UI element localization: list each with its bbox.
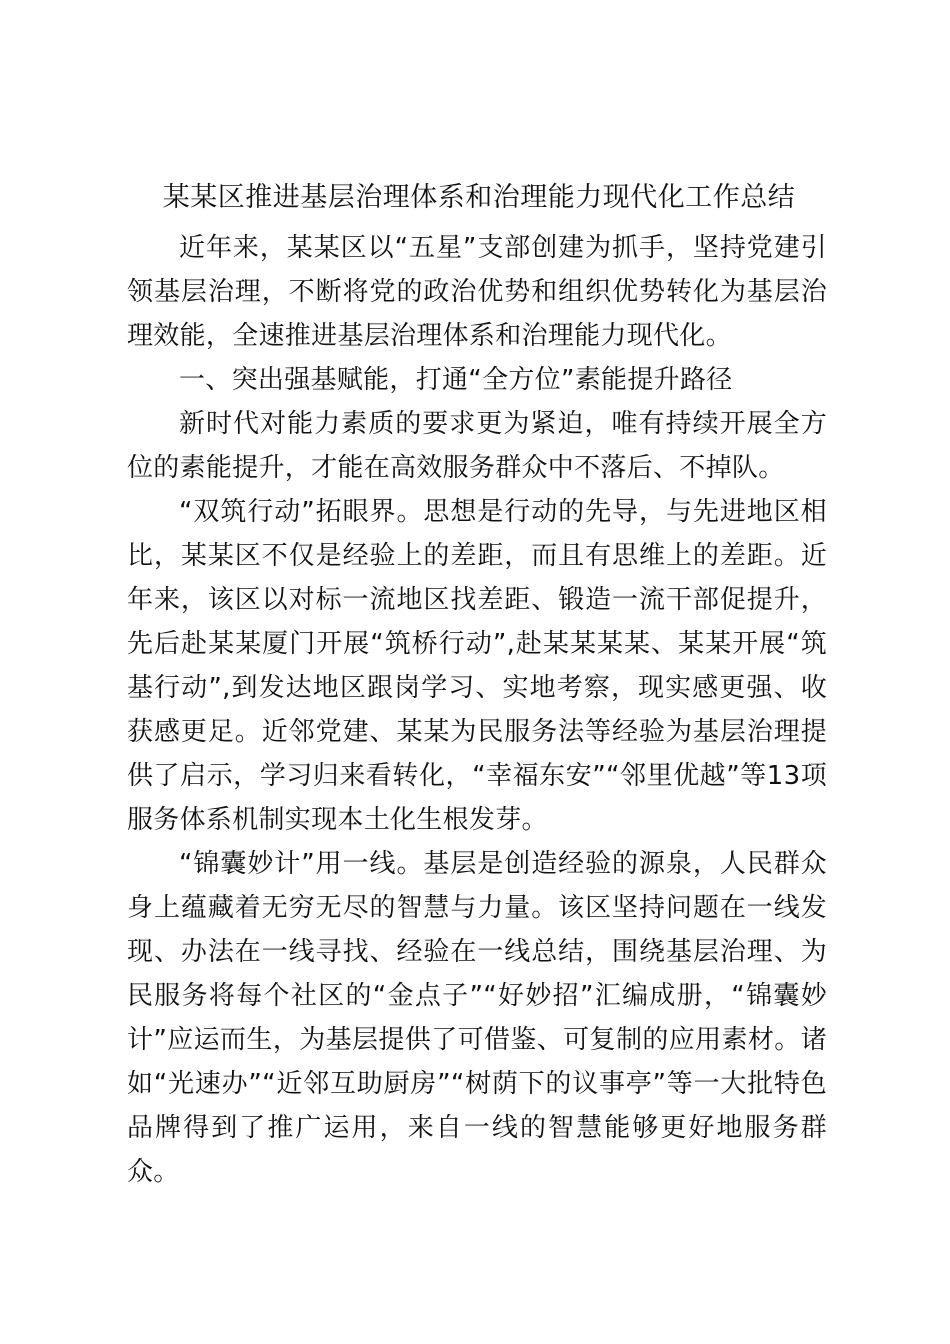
document-body: [127, 226, 827, 1194]
paragraph-section-intro: 新时代对能力素质的要求更为紧迫，唯有持续开展全方位的素能提升，才能在高效服务群众中不落后、不掉队。: [127, 409, 827, 483]
paragraph-jinnang: “锦囊妙计”用一线。基层是创造经验的源泉，人民群众身上蕴藏着无穷无尽的智慧与力量。该区坚持问题在一线发现、办法在一线寻找、经验在一线总结，围绕基层治理、为民服务将每个社区的“金点子”“好妙招”汇编成册，“锦囊妙计”应运而生，为基层提供了可借鉴、可复制的应用素材。诸如“光速办”“近邻互助厨房”“树荫下的议事亭”等一大批特色品牌得到了推广运用，来自一线的智慧能够更好地服务群众。: [127, 849, 827, 1187]
document-title: 某某区推进基层治理体系和治理能力现代化工作总结: [162, 182, 796, 213]
section-heading-1: 一、突出强基赋能，打通“全方位”素能提升路径: [179, 365, 733, 395]
paragraph-intro: 近年来，某某区以“五星”支部创建为抓手，坚持党建引领基层治理，不断将党的政治优势和组织优势转化为基层治理效能，全速推进基层治理体系和治理能力现代化。: [127, 233, 827, 351]
paragraph-shuangzhu: “双筑行动”拓眼界。思想是行动的先导，与先进地区相比，某某区不仅是经验上的差距，而且有思维上的差距。近年来，该区以对标一流地区找差距、锻造一流干部促提升，先后赴某某厦门开展“筑桥行动”,赴某某某某、某某开展“筑基行动”,到发达地区跟岗学习、实地考察，现实感更强、收获感更足。近邻党建、某某为民服务法等经验为基层治理提供了启示，学习归来看转化，“幸福东安”“邻里优越”等13项服务体系机制实现本土化生根发芽。: [127, 497, 827, 835]
